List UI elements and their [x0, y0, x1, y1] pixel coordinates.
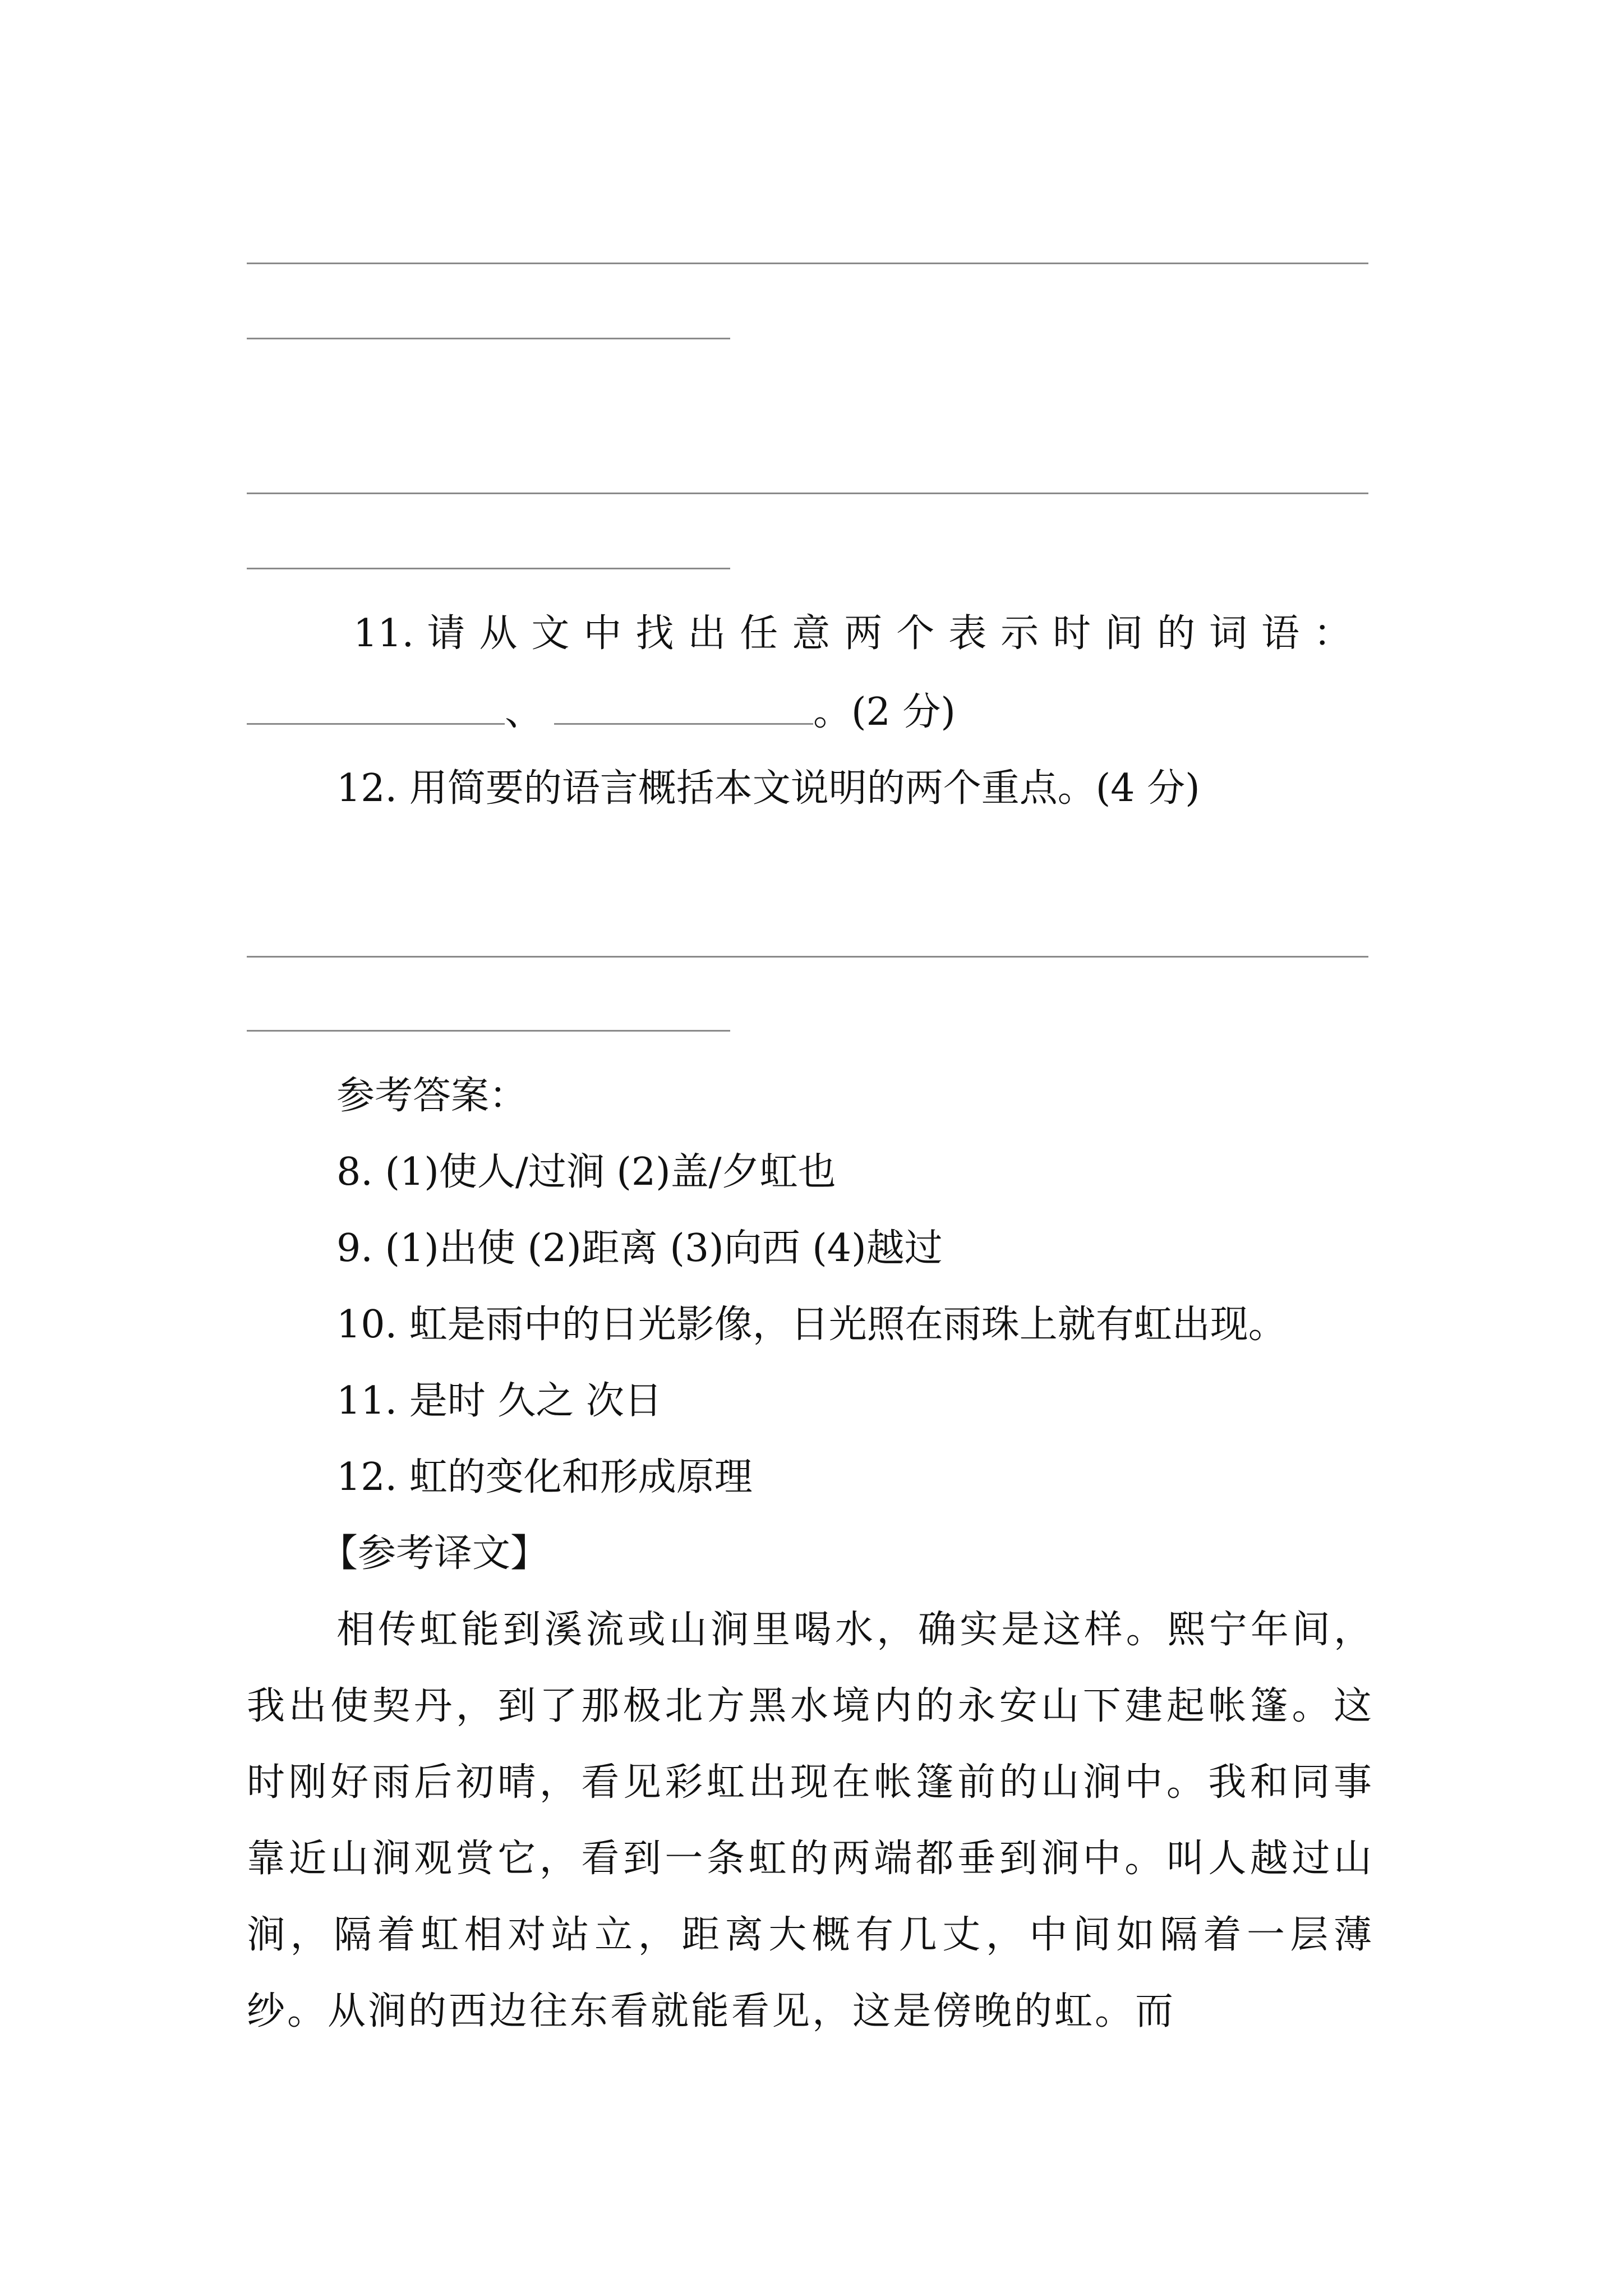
- answers-heading: 参考答案：: [336, 1074, 528, 1118]
- answer-line: [247, 338, 730, 339]
- answer-line: [247, 568, 730, 569]
- answer-12: 12. 虹的变化和形成原理: [336, 1455, 753, 1499]
- question-11-score: 。(2 分): [813, 690, 956, 734]
- answer-blank[interactable]: [247, 689, 505, 725]
- question-11-text: 11. 请 从 文 中 找 出 任 意 两 个 表 示 时 间 的 词 语 ：: [353, 611, 1352, 656]
- answer-line: [247, 263, 1368, 264]
- question-11-blanks: [247, 685, 956, 739]
- answer-8: 8. (1)使人/过涧 (2)盖/夕虹也: [336, 1150, 836, 1194]
- answer-line: [247, 956, 1368, 958]
- answer-11: 11. 是时 久之 次日: [336, 1379, 662, 1423]
- answer-line: [247, 493, 1368, 494]
- answer-10: 10. 虹是雨中的日光影像，日光照在雨珠上就有虹出现。: [336, 1303, 1287, 1347]
- blank-separator: 、: [505, 690, 543, 734]
- answer-blank[interactable]: [554, 689, 813, 725]
- answer-9: 9. (1)出使 (2)距离 (3)向西 (4)越过: [336, 1226, 943, 1271]
- answer-line: [247, 1030, 730, 1032]
- question-11: [353, 607, 1352, 661]
- translation-heading: 【参考译文】: [320, 1531, 549, 1576]
- question-12: 12. 用简要的语言概括本文说明的两个重点。(4 分): [336, 766, 1200, 811]
- translation-paragraph: 相传虹能到溪流或山涧里喝水，确实是这样。熙宁年间，我出使契丹，到了那极北方黑水境内的永安山下建起帐篷。这时刚好雨后初晴，看见彩虹出现在帐篷前的山涧中。我和同事靠近山涧观赏它，看到一条虹的两端都垂到涧中。叫人越过山涧，隔着虹相对站立，距离大概有几丈，中间如隔着一层薄纱。从涧的西边往东看就能看见，这是傍晚的虹。而: [247, 1608, 1374, 2033]
